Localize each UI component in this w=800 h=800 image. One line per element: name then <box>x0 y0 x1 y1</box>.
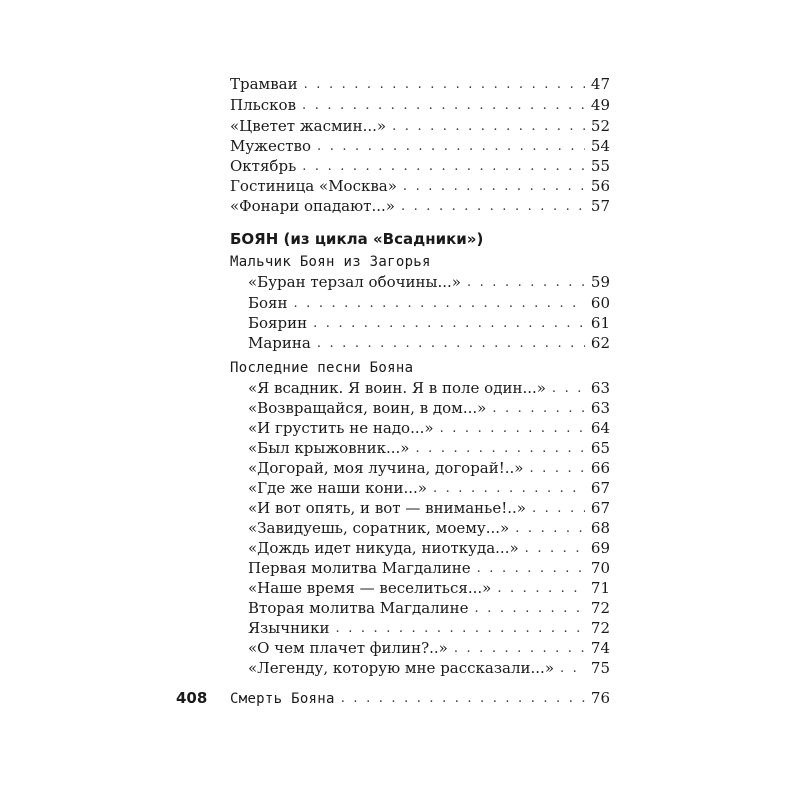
toc-entry-page: 74 <box>590 639 610 657</box>
toc-entry-page: 60 <box>590 294 610 312</box>
dot-leader <box>294 294 585 314</box>
toc-entry <box>230 176 610 196</box>
toc-entry <box>248 538 610 558</box>
toc-entry-title: Смерть Бояна <box>230 691 335 707</box>
toc-entry <box>248 272 610 292</box>
toc-entry-title: Октябрь <box>230 157 297 175</box>
toc-entry-page: 69 <box>590 539 610 557</box>
toc-entry <box>230 156 610 176</box>
toc-entry-page: 61 <box>590 314 610 332</box>
toc-entry <box>248 498 610 518</box>
toc-entry-page: 47 <box>590 75 610 93</box>
toc-entry-title: «Цветет жасмин...» <box>230 117 387 135</box>
toc-entry-title: «Буран терзал обочины...» <box>248 273 461 291</box>
toc-entry <box>248 458 610 478</box>
toc-entry <box>248 438 610 458</box>
toc-entry-page: 52 <box>590 117 610 135</box>
toc-entry-title: Гостиница «Москва» <box>230 177 397 195</box>
toc-entry <box>230 95 610 115</box>
dot-leader <box>433 479 585 499</box>
toc-entry-title: Боян <box>248 294 288 312</box>
toc-entry-title: «Дождь идет никуда, ниоткуда...» <box>248 539 519 557</box>
toc-entry-title: «Фонари опадают...» <box>230 197 395 215</box>
toc-entry <box>230 116 610 136</box>
toc-entry <box>248 578 610 598</box>
toc-entry <box>248 398 610 418</box>
dot-leader <box>477 559 585 579</box>
toc-entry-page: 68 <box>590 519 610 537</box>
toc-entry-title: «И грустить не надо...» <box>248 419 434 437</box>
toc-entry-title: «Где же наши кони...» <box>248 479 427 497</box>
dot-leader <box>304 75 585 95</box>
toc-entry-page: 72 <box>590 599 610 617</box>
toc-entry <box>248 313 610 333</box>
toc-entry-page: 63 <box>590 379 610 397</box>
toc-entry-page: 63 <box>590 399 610 417</box>
toc-entry-page: 72 <box>590 619 610 637</box>
toc-entry <box>248 658 610 678</box>
toc-entry <box>230 136 610 156</box>
dot-leader <box>392 117 585 137</box>
dot-leader <box>313 314 585 334</box>
toc-entry-page: 54 <box>590 137 610 155</box>
toc-entry-title: Мужество <box>230 137 312 155</box>
dot-leader <box>552 379 585 399</box>
dot-leader <box>530 459 585 479</box>
dot-leader <box>467 273 585 293</box>
dot-leader <box>341 689 585 709</box>
toc-entry-title: Трамваи <box>230 75 298 93</box>
toc-entry <box>248 558 610 578</box>
toc-entry-title: Первая молитва Магдалине <box>248 559 471 577</box>
toc-entry <box>248 418 610 438</box>
toc-entry-page: 64 <box>590 419 610 437</box>
toc-entry-title: «Завидуешь, соратник, моему...» <box>248 519 510 537</box>
toc-entry-title: Вторая молитва Магдалине <box>248 599 469 617</box>
toc-entry-page: 67 <box>590 499 610 517</box>
dot-leader <box>560 659 585 679</box>
dot-leader <box>454 639 585 659</box>
toc-entry-page: 57 <box>590 197 610 215</box>
dot-leader <box>515 519 585 539</box>
toc-entry <box>230 196 610 216</box>
toc-entry-title: «Возвращайся, воин, в дом...» <box>248 399 487 417</box>
toc-entry-page: 59 <box>590 273 610 291</box>
toc-entry-title: «Догорай, моя лучина, догорай!..» <box>248 459 524 477</box>
dot-leader <box>401 197 585 217</box>
toc-entry-page: 71 <box>590 579 610 597</box>
toc-entry <box>248 638 610 658</box>
toc-entry-page: 62 <box>590 334 610 352</box>
toc-entry-title: «Был крыжовник...» <box>248 439 410 457</box>
toc-entry-page: 75 <box>590 659 610 677</box>
toc-entry-title: «О чем плачет филин?..» <box>248 639 448 657</box>
toc-entry-title: Пльсков <box>230 96 297 114</box>
dot-leader <box>492 399 585 419</box>
toc-entry-title: «Наше время — веселиться...» <box>248 579 492 597</box>
dot-leader <box>336 619 585 639</box>
dot-leader <box>317 334 585 354</box>
dot-leader <box>415 439 584 459</box>
toc-entry <box>230 688 610 708</box>
toc-entry-page: 67 <box>590 479 610 497</box>
toc-entry <box>248 293 610 313</box>
dot-leader <box>317 137 585 157</box>
dot-leader <box>497 579 585 599</box>
toc-entry-page: 56 <box>590 177 610 195</box>
toc-entry <box>248 598 610 618</box>
dot-leader <box>525 539 585 559</box>
toc-entry <box>248 478 610 498</box>
subsection-title: Последние песни Бояна <box>230 360 414 376</box>
toc-entry-page: 66 <box>590 459 610 477</box>
toc-entry-title: «И вот опять, и вот — вниманье!..» <box>248 499 526 517</box>
toc-entry-title: Марина <box>248 334 311 352</box>
toc-entry-page: 70 <box>590 559 610 577</box>
toc-entry <box>248 378 610 398</box>
dot-leader <box>403 177 585 197</box>
subsection-title: Мальчик Боян из Загорья <box>230 254 431 270</box>
dot-leader <box>302 96 585 116</box>
book-page-number: 408 <box>176 689 208 707</box>
toc-entry-page: 65 <box>590 439 610 457</box>
toc-entry-page: 49 <box>590 96 610 114</box>
toc-entry <box>248 518 610 538</box>
dot-leader <box>302 157 585 177</box>
toc-entry <box>230 74 610 94</box>
section-title: БОЯН (из цикла «Всадники») <box>230 230 484 248</box>
dot-leader <box>475 599 585 619</box>
toc-entry <box>248 333 610 353</box>
toc-entry-title: «Легенду, которую мне рассказали...» <box>248 659 554 677</box>
toc-entry-page: 55 <box>590 157 610 175</box>
toc-entry-title: Боярин <box>248 314 308 332</box>
toc-entry-title: «Я всадник. Я воин. Я в поле один...» <box>248 379 546 397</box>
toc-entry-title: Язычники <box>248 619 330 637</box>
toc-entry-page: 76 <box>590 689 610 707</box>
toc-entry <box>248 618 610 638</box>
dot-leader <box>532 499 585 519</box>
dot-leader <box>440 419 585 439</box>
